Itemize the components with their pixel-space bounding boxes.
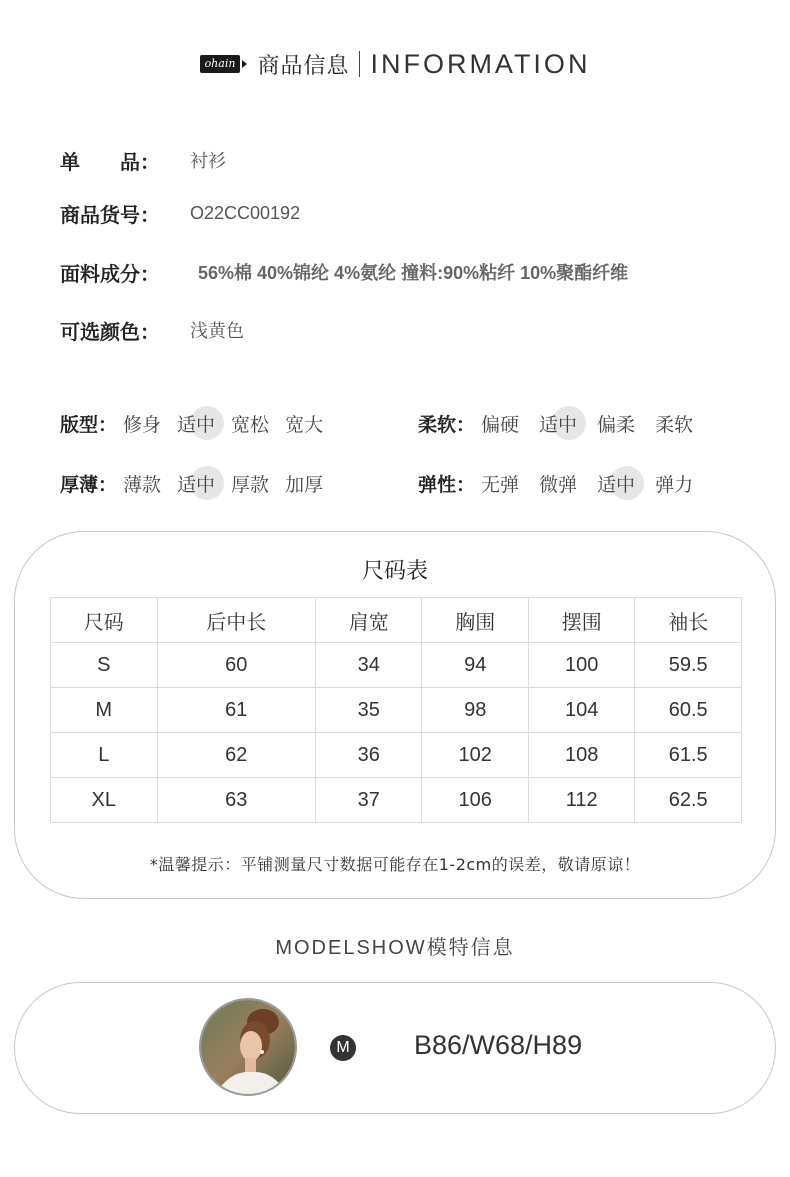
model-info-card (14, 982, 776, 1114)
table-cell: 37 (315, 778, 422, 823)
table-cell: M (51, 688, 158, 733)
table-header-cell: 后中长 (157, 598, 315, 643)
info-label: 面料成分： (60, 261, 160, 286)
table-cell: 60 (157, 643, 315, 688)
table-cell: 34 (315, 643, 422, 688)
table-row (51, 643, 742, 688)
attr-option-selected: 适中 (177, 410, 215, 437)
table-row (51, 778, 742, 823)
play-icon (242, 60, 247, 68)
attr-softness (418, 407, 709, 439)
table-cell: 62 (157, 733, 315, 778)
table-cell: 59.5 (635, 643, 742, 688)
header-divider (359, 51, 360, 77)
header-title-en: INFORMATION (370, 48, 591, 79)
table-cell: 98 (422, 688, 529, 733)
info-label: 单 品： (60, 149, 160, 174)
model-size-badge: M (330, 1035, 356, 1061)
attr-option: 厚款 (231, 473, 270, 496)
attr-option: 偏柔 (597, 413, 636, 436)
table-row (51, 733, 742, 778)
table-cell: 104 (528, 688, 635, 733)
table-cell: 63 (157, 778, 315, 823)
table-cell: 62.5 (635, 778, 742, 823)
size-chart-title: 尺码表 (361, 559, 428, 584)
attr-option: 加厚 (285, 473, 324, 496)
brand-logo-text: ohain (200, 55, 241, 73)
attr-label: 弹性： (418, 473, 476, 496)
info-value: 56%棉 40%锦纶 4%氨纶 撞料:90%粘纤 10%聚酯纤维 (198, 263, 629, 283)
attr-option: 修身 (123, 413, 162, 436)
size-table (50, 597, 742, 823)
table-cell: 108 (528, 733, 635, 778)
attr-fit (60, 407, 339, 439)
table-header-cell: 摆围 (528, 598, 635, 643)
table-cell: S (51, 643, 158, 688)
table-header-cell: 袖长 (635, 598, 742, 643)
attr-label: 柔软： (418, 413, 476, 436)
model-avatar (199, 998, 297, 1096)
table-cell: XL (51, 778, 158, 823)
table-header-cell: 胸围 (422, 598, 529, 643)
info-label: 商品货号： (60, 202, 160, 227)
attr-option: 薄款 (123, 473, 162, 496)
table-cell: L (51, 733, 158, 778)
table-row (51, 688, 742, 733)
info-row-item (60, 145, 226, 175)
attr-option: 偏硬 (481, 413, 520, 436)
table-cell: 102 (422, 733, 529, 778)
table-cell: 106 (422, 778, 529, 823)
table-header-row (51, 598, 742, 643)
table-cell: 36 (315, 733, 422, 778)
attr-option-selected: 适中 (597, 470, 635, 497)
attr-option-selected: 适中 (177, 470, 215, 497)
info-row-fabric (60, 257, 628, 287)
attr-option: 宽大 (285, 413, 324, 436)
attr-elasticity (418, 467, 709, 499)
info-label: 可选颜色： (60, 319, 160, 344)
attr-option: 微弹 (539, 473, 578, 496)
size-chart-note: *温馨提示：平铺测量尺寸数据可能存在1-2cm的误差，敬请原谅！ (149, 855, 641, 874)
table-header-cell: 肩宽 (315, 598, 422, 643)
attr-label: 版型： (60, 413, 118, 436)
table-cell: 60.5 (635, 688, 742, 733)
table-cell: 61.5 (635, 733, 742, 778)
model-measurements: B86/W68/H89 (414, 1030, 583, 1060)
table-cell: 94 (422, 643, 529, 688)
info-value: O22CC00192 (190, 202, 301, 223)
header-title-cn: 商品信息 (257, 53, 350, 79)
model-portrait-image (201, 1000, 295, 1094)
attr-label: 厚薄： (60, 473, 118, 496)
table-cell: 112 (528, 778, 635, 823)
table-cell: 100 (528, 643, 635, 688)
attr-thickness (60, 467, 339, 499)
info-row-color (60, 315, 244, 345)
model-section-title: MODELSHOW模特信息 (275, 937, 515, 959)
info-value: 浅黄色 (190, 321, 244, 341)
attr-option: 弹力 (655, 473, 694, 496)
attr-option-selected: 适中 (539, 410, 577, 437)
attr-option: 宽松 (231, 413, 270, 436)
attr-option: 柔软 (655, 413, 694, 436)
info-value: 衬衫 (190, 151, 226, 171)
table-cell: 35 (315, 688, 422, 733)
table-header-cell: 尺码 (51, 598, 158, 643)
info-row-sku (60, 198, 300, 228)
attr-option: 无弹 (481, 473, 520, 496)
section-header (0, 44, 790, 84)
brand-logo (200, 54, 248, 74)
table-cell: 61 (157, 688, 315, 733)
